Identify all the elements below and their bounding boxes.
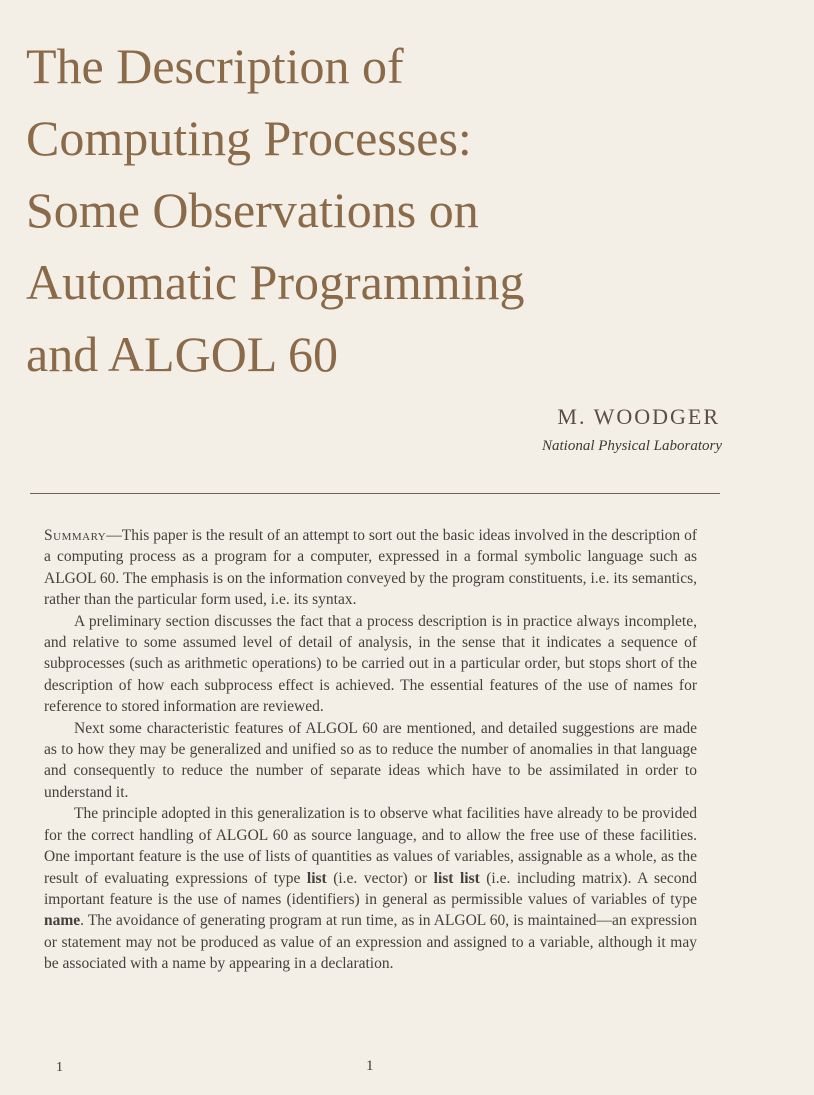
keyword-list-list: list list	[433, 869, 480, 887]
summary-text: (i.e. including matrix). A second important feature is the use of names (identifiers) in general as permissible values of variables of type	[44, 869, 697, 908]
author-name: M. WOODGER	[557, 404, 720, 429]
summary-paragraph: A preliminary section discusses the fact that a process description is in practice always incomplete, and relative to some assumed level of detail of analysis, in the sense that it indicates a sequence of subprocesses (such as arithmetic operations) to be carried out in a particular order, but stops short of the description of how each subprocess effect is achieved. The essential features of the use of names for reference to stored information are reviewed.	[44, 612, 697, 716]
title-line: Automatic Programming	[26, 254, 525, 310]
title-line: The Description of	[26, 38, 404, 94]
summary-paragraph	[44, 525, 697, 611]
title-divider	[30, 493, 720, 494]
summary-text: . The avoidance of generating program at run time, as in ALGOL 60, is maintained—an expression or statement may not be produced as value of an expression and assigned to a variable, although it may be associated with a name by appearing in a declaration.	[44, 912, 697, 973]
summary-paragraph	[44, 803, 697, 974]
summary-paragraph: Next some characteristic features of ALGOL 60 are mentioned, and detailed suggestions are made as to how they may be generalized and unified so as to reduce the number of anomalies in that language and consequently to reduce the number of separate ideas which have to be assimilated in order to understand it.	[44, 719, 697, 801]
title-line: and ALGOL 60	[26, 326, 338, 382]
title-line: Computing Processes:	[26, 110, 472, 166]
summary-text: This paper is the result of an attempt to sort out the basic ideas involved in the description of a computing process as a program for a computer, expressed in a formal symbolic language such as ALGOL 60. The emphasis is on the information conveyed by the program constituents, i.e. its semantics, rather than the particular form used, i.e. its syntax.	[44, 527, 697, 609]
folio-left: 1	[56, 1060, 63, 1075]
paper-title	[26, 30, 726, 390]
summary-label: Summary	[44, 527, 107, 544]
summary-section	[44, 525, 697, 975]
summary-text: The principle adopted in this generalization is to observe what facilities have already to be provided for the correct handling of ALGOL 60 as source language, and to allow the free use of these facilities. One important feature is the use of lists of quantities as values of variables, assignable as a whole, as the result of evaluating expressions of type	[44, 805, 697, 887]
keyword-name: name	[44, 912, 81, 930]
author-affiliation: National Physical Laboratory	[542, 438, 722, 454]
summary-text: (i.e. vector) or	[326, 869, 434, 887]
title-line: Some Observations on	[26, 182, 479, 238]
page-number: 1	[366, 1058, 374, 1074]
keyword-list: list	[306, 869, 327, 887]
summary-dash: —	[106, 527, 122, 544]
